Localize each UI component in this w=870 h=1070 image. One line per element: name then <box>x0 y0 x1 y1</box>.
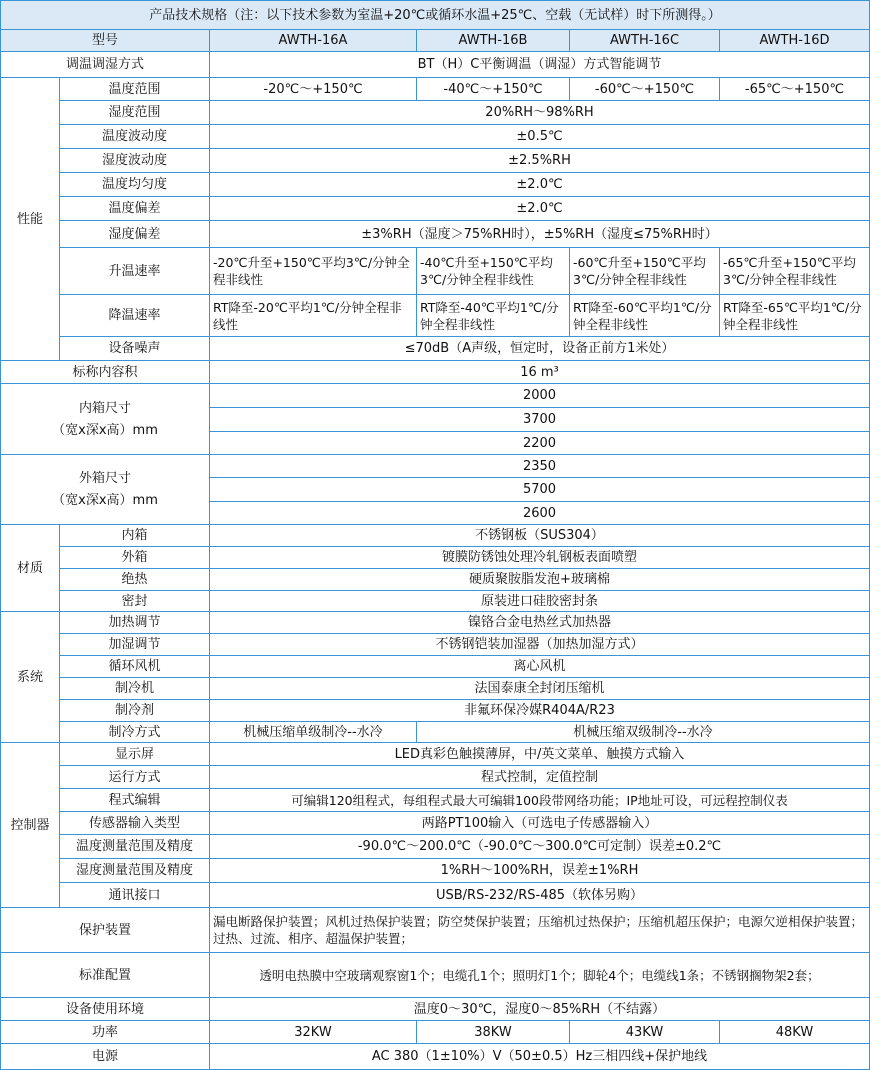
humidity-deviation-value: ±3%RH（湿度＞75%RH时），±5%RH（湿度≤75%RH时） <box>209 220 870 248</box>
control-mode-label: 调温调湿方式 <box>0 51 210 78</box>
model-d: AWTH-16D <box>719 29 870 52</box>
performance-group-label: 性能 <box>0 77 60 361</box>
table-title: 产品技术规格（注：以下技术参数为室温+20℃或循环水温+25℃、空载（无试样）时下所测得。） <box>0 0 870 30</box>
temp-range-b: -40℃～+150℃ <box>416 77 570 101</box>
standard-config-label: 标准配置 <box>0 952 210 998</box>
inner-depth: 3700 <box>209 407 870 432</box>
inner-height: 2200 <box>209 431 870 455</box>
refrigeration-dual: 机械压缩双级制冷--水冷 <box>416 721 870 743</box>
system-heating-value: 镍铬合金电热丝式加热器 <box>209 611 870 634</box>
heating-rate-d: -65℃升至+150℃平均3℃/分钟全程非线性 <box>719 247 870 295</box>
supply-label: 电源 <box>0 1043 210 1070</box>
inner-size-label <box>0 383 210 455</box>
heating-rate-c: -60℃升至+150℃平均3℃/分钟全程非线性 <box>569 247 720 295</box>
environment-label: 设备使用环境 <box>0 997 210 1021</box>
noise-label: 设备噪声 <box>59 336 210 361</box>
controller-display-value: LED真彩色触摸薄屏，中/英文菜单、触摸方式输入 <box>209 742 870 766</box>
material-group-label: 材质 <box>0 524 60 612</box>
system-refrigerant-label: 制冷剂 <box>59 699 210 722</box>
volume-value: 16 m³ <box>209 360 870 384</box>
controller-run-mode-label: 运行方式 <box>59 765 210 789</box>
outer-width: 2350 <box>209 454 870 478</box>
inner-size-label-line1: 内箱尺寸 <box>78 400 131 416</box>
system-refrigerant-value: 非氟环保冷媒R404A/R23 <box>209 699 870 722</box>
power-c: 43KW <box>569 1020 720 1044</box>
protection-value: 漏电断路保护装置；风机过热保护装置；防空焚保护装置；压缩机过热保护；压缩机超压保护；电源欠逆相保护装置；过热、过流、相序、超温保护装置； <box>209 907 870 953</box>
outer-height: 2600 <box>209 501 870 525</box>
power-a: 32KW <box>209 1020 417 1044</box>
cooling-rate-a: RT降至-20℃平均1℃/分钟全程非线性 <box>209 294 417 337</box>
temp-deviation-value: ±2.0℃ <box>209 196 870 221</box>
controller-temp-measure-value: -90.0℃～200.0℃（-90.0℃～300.0℃可定制）误差±0.2℃ <box>209 834 870 859</box>
system-heating-label: 加热调节 <box>59 611 210 634</box>
material-outer-value: 镀膜防锈蚀处理冷轧钢板表面喷塑 <box>209 546 870 569</box>
controller-humidity-measure-label: 湿度测量范围及精度 <box>59 858 210 883</box>
system-compressor-value: 法国泰康全封闭压缩机 <box>209 677 870 700</box>
refrigeration-label: 制冷方式 <box>59 721 210 743</box>
system-humidifying-label: 加湿调节 <box>59 633 210 656</box>
standard-config-value: 透明电热膜中空玻璃观察窗1个；电缆孔1个；照明灯1个；脚轮4个；电缆线1条；不锈钢搁物架2套； <box>209 952 870 998</box>
supply-value: AC 380（1±10%）V（50±0.5）Hz三相四线+保护地线 <box>209 1043 870 1070</box>
material-outer-label: 外箱 <box>59 546 210 569</box>
temp-deviation-label: 温度偏差 <box>59 196 210 221</box>
model-label: 型号 <box>0 29 210 52</box>
controller-comm-label: 通讯接口 <box>59 882 210 908</box>
system-fan-value: 离心风机 <box>209 655 870 678</box>
controller-humidity-measure-value: 1%RH～100%RH，误差±1%RH <box>209 858 870 883</box>
heating-rate-label: 升温速率 <box>59 247 210 295</box>
temp-range-c: -60℃～+150℃ <box>569 77 720 101</box>
model-a: AWTH-16A <box>209 29 417 52</box>
material-insulation-label: 绝热 <box>59 568 210 591</box>
cooling-rate-b: RT降至-40℃平均1℃/分钟全程非线性 <box>416 294 570 337</box>
system-humidifying-value: 不锈钢铠装加湿器（加热加湿方式） <box>209 633 870 656</box>
material-insulation-value: 硬质聚胺脂发泡+玻璃棉 <box>209 568 870 591</box>
humidity-fluctuation-value: ±2.5%RH <box>209 148 870 173</box>
temp-range-label: 温度范围 <box>59 77 210 101</box>
cooling-rate-label: 降温速率 <box>59 294 210 337</box>
material-inner-label: 内箱 <box>59 524 210 547</box>
controller-sensor-label: 传感器输入类型 <box>59 811 210 835</box>
power-b: 38KW <box>416 1020 570 1044</box>
controller-group-label: 控制器 <box>0 742 60 908</box>
heating-rate-b: -40℃升至+150℃平均3℃/分钟全程非线性 <box>416 247 570 295</box>
outer-size-label-line1: 外箱尺寸 <box>78 471 131 486</box>
inner-width: 2000 <box>209 383 870 408</box>
controller-sensor-value: 两路PT100输入（可选电子传感器输入） <box>209 811 870 835</box>
heating-rate-a: -20℃升至+150℃平均3℃/分钟全程非线性 <box>209 247 417 295</box>
system-group-label: 系统 <box>0 611 60 743</box>
temp-fluctuation-label: 温度波动度 <box>59 124 210 149</box>
temp-range-d: -65℃～+150℃ <box>719 77 870 101</box>
controller-program-label: 程式编辑 <box>59 788 210 812</box>
material-seal-label: 密封 <box>59 590 210 612</box>
material-seal-value: 原装进口硅胶密封条 <box>209 590 870 612</box>
noise-value: ≤70dB（A声级，恒定时，设备正前方1米处） <box>209 336 870 361</box>
humidity-deviation-label: 湿度偏差 <box>59 220 210 248</box>
temp-uniformity-value: ±2.0℃ <box>209 172 870 197</box>
cooling-rate-c: RT降至-60℃平均1℃/分钟全程非线性 <box>569 294 720 337</box>
controller-comm-value: USB/RS-232/RS-485（软体另购） <box>209 882 870 908</box>
temp-range-a: -20℃～+150℃ <box>209 77 417 101</box>
model-c: AWTH-16C <box>569 29 720 52</box>
protection-label: 保护装置 <box>0 907 210 953</box>
controller-temp-measure-label: 温度测量范围及精度 <box>59 834 210 859</box>
system-fan-label: 循环风机 <box>59 655 210 678</box>
humidity-range-label: 湿度范围 <box>59 100 210 125</box>
control-mode-value: BT（H）C平衡调温（调湿）方式智能调节 <box>209 51 870 78</box>
controller-run-mode-value: 程式控制，定值控制 <box>209 765 870 789</box>
model-b: AWTH-16B <box>416 29 570 52</box>
volume-label: 标称内容积 <box>0 360 210 384</box>
refrigeration-single: 机械压缩单级制冷--水冷 <box>209 721 417 743</box>
inner-size-label-line2: （宽x深x高）mm <box>52 422 158 438</box>
controller-program-value: 可编辑120组程式，每组程式最大可编辑100段带网络功能；IP地址可设，可远程控制仪表 <box>209 788 870 812</box>
power-label: 功率 <box>0 1020 210 1044</box>
environment-value: 温度0～30℃，湿度0～85%RH（不结露） <box>209 997 870 1021</box>
power-d: 48KW <box>719 1020 870 1044</box>
controller-display-label: 显示屏 <box>59 742 210 766</box>
system-compressor-label: 制冷机 <box>59 677 210 700</box>
material-inner-value: 不锈钢板（SUS304） <box>209 524 870 547</box>
temp-fluctuation-value: ±0.5℃ <box>209 124 870 149</box>
humidity-fluctuation-label: 湿度波动度 <box>59 148 210 173</box>
outer-depth: 5700 <box>209 477 870 502</box>
outer-size-label-line2: （宽x深x高）mm <box>52 493 158 508</box>
temp-uniformity-label: 温度均匀度 <box>59 172 210 197</box>
humidity-range-value: 20%RH～98%RH <box>209 100 870 125</box>
outer-size-label <box>0 454 210 525</box>
cooling-rate-d: RT降至-65℃平均1℃/分钟全程非线性 <box>719 294 870 337</box>
